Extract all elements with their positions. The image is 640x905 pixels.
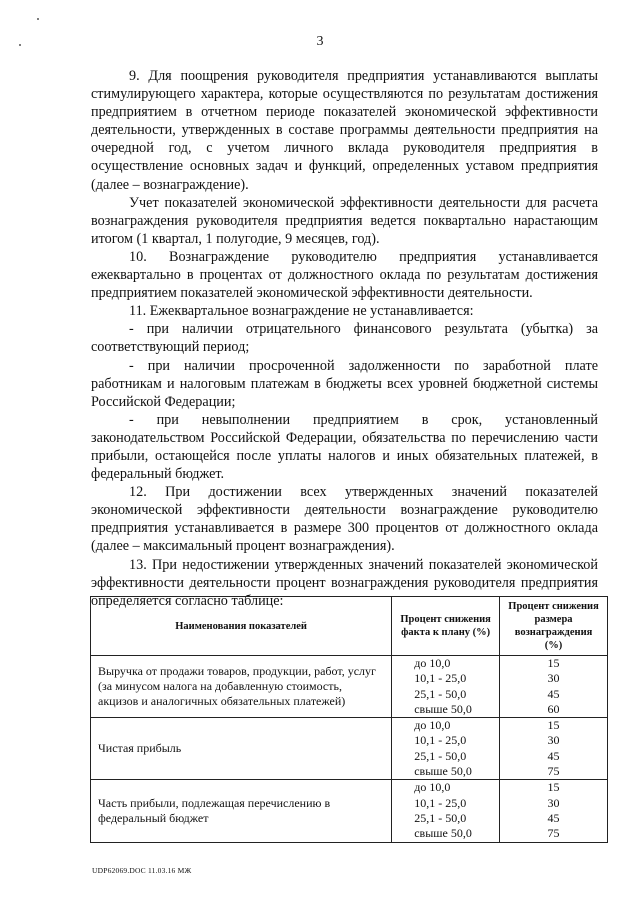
- table-header-row: [91, 597, 608, 656]
- reduction-value: 75: [547, 764, 560, 779]
- paragraph-12: 12. При достижении всех утвержденных значений показателей экономической эффективности деятельности вознаграждение руководителю предприятия устанавливается в размере 300 процентов от должностного оклада (далее – максимальный процент вознаграждения).: [91, 484, 598, 555]
- reduction-value: 75: [547, 826, 560, 841]
- range-value: 10,1 - 25,0: [414, 795, 467, 810]
- reduction-value: 30: [547, 733, 560, 748]
- list-item-arrears: - при наличии просроченной задолженности по заработной плате работникам и налоговым платежам в бюджеты всех уровней бюджетной системы Российской Федерации;: [91, 357, 598, 410]
- reduction-value: 30: [547, 671, 560, 686]
- reduction-value: 60: [547, 701, 560, 716]
- range-value: 10,1 - 25,0: [414, 733, 467, 748]
- range-value: свыше 50,0: [414, 701, 472, 716]
- range-value: свыше 50,0: [414, 826, 472, 841]
- paragraph-11: 11. Ежеквартальное вознаграждение не устанавливается:: [129, 303, 474, 320]
- header-indicator-name: Наименования показателей: [91, 597, 392, 656]
- range-value: до 10,0: [414, 718, 451, 733]
- reduction-value: 45: [547, 810, 560, 825]
- table-row: [91, 656, 608, 718]
- indicator-name: Выручка от продажи товаров, продукции, работ, услуг (за минусом налога на добавленную стоимость, акцизов и аналогичных обязательных платежей): [91, 656, 392, 718]
- paragraph-accounting: Учет показателей экономической эффективности деятельности для расчета вознаграждения руководителя предприятия ведется поквартально нарастающим итогом (1 квартал, 1 полугодие, 9 месяцев, год).: [91, 194, 598, 247]
- reduction-values: [500, 718, 608, 780]
- reduction-value: 15: [547, 780, 560, 795]
- range-value: 25,1 - 50,0: [414, 686, 467, 701]
- range-value: 25,1 - 50,0: [414, 810, 467, 825]
- header-plan-shortfall: Процент снижения факта к плану (%): [392, 597, 500, 656]
- shortfall-ranges: [392, 780, 500, 842]
- reduction-value: 15: [547, 656, 560, 670]
- document-body: [91, 67, 598, 610]
- reduction-value: 30: [547, 795, 560, 810]
- range-value: свыше 50,0: [414, 764, 472, 779]
- list-item-loss: - при наличии отрицательного финансового результата (убытка) за соответствующий период;: [91, 321, 598, 356]
- reward-reduction-table: [90, 596, 608, 843]
- scan-speck: [37, 18, 39, 20]
- range-value: до 10,0: [414, 656, 451, 670]
- shortfall-ranges: [392, 656, 500, 718]
- page-number: 3: [316, 34, 324, 49]
- range-value: до 10,0: [414, 780, 451, 795]
- reduction-value: 45: [547, 748, 560, 763]
- range-value: 25,1 - 50,0: [414, 748, 467, 763]
- range-value: 10,1 - 25,0: [414, 671, 467, 686]
- reduction-value: 45: [547, 686, 560, 701]
- header-reward-reduction: Процент снижения размера вознаграждения (%): [500, 597, 608, 656]
- table-row: [91, 780, 608, 842]
- indicator-name: Часть прибыли, подлежащая перечислению в федеральный бюджет: [91, 780, 392, 842]
- reduction-value: 15: [547, 718, 560, 733]
- table-row: [91, 718, 608, 780]
- paragraph-9: 9. Для поощрения руководителя предприятия устанавливаются выплаты стимулирующего характера, которые осуществляются по результатам достижения предприятием в отчетном периоде показателей экономической эффективности деятельности, утвержденных в составе программы деятельности предприятия на очередной год, с учетом личного вклада руководителя предприятия в осуществление основных задач и функций, определенных уставом предприятия (далее – вознаграждение).: [91, 68, 598, 193]
- paragraph-10: 10. Вознаграждение руководителю предприятия устанавливается ежеквартально в процентах от должностного оклада по результатам достижения предприятием показателей экономической эффективности деятельности.: [91, 248, 598, 302]
- reduction-values: [500, 656, 608, 718]
- indicator-name: Чистая прибыль: [91, 718, 392, 780]
- paragraph-13: 13. При недостижении утвержденных значений показателей экономической эффективности деятельности процент вознаграждения руководителя предприятия определяется согласно таблице:: [91, 556, 598, 609]
- file-reference: UDP62069.DOC 11.03.16 MЖ: [92, 866, 192, 875]
- shortfall-ranges: [392, 718, 500, 780]
- reduction-values: [500, 780, 608, 842]
- list-item-profit-transfer: - при невыполнении предприятием в срок, установленный законодательством Российской Федерации, обязательства по перечислению части прибыли, остающейся после уплаты налогов и иных обязательных платежей, в федеральный бюджет.: [91, 411, 598, 483]
